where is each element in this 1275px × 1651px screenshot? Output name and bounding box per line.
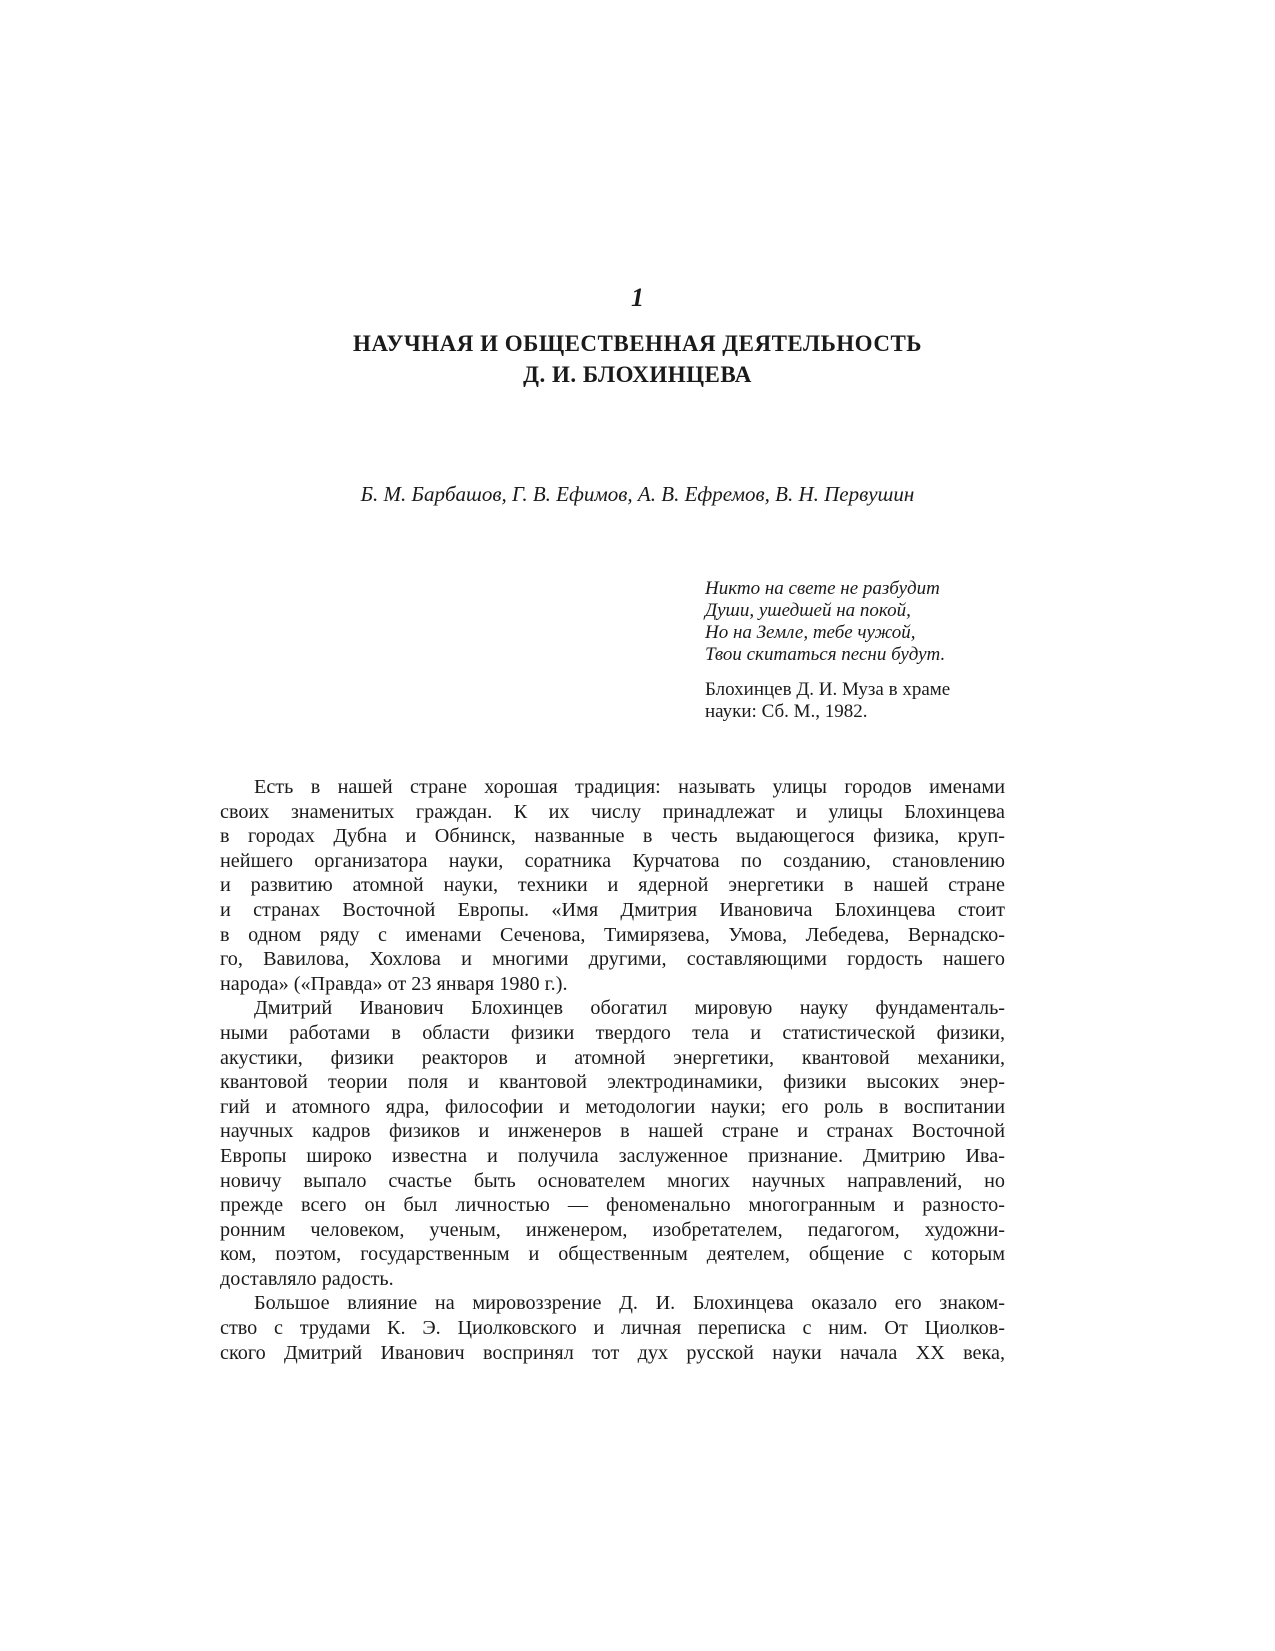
- epigraph-verse: [705, 578, 1025, 666]
- text-line: научных кадров физиков и инженеров в нашей стране и странах Восточной: [220, 1120, 1005, 1143]
- source-line: науки: Сб. М., 1982.: [705, 701, 868, 722]
- text-line: доставляло радость.: [220, 1267, 394, 1290]
- text-line: и развитию атомной науки, техники и ядерной энергетики в нашей стране: [220, 874, 1005, 897]
- text-line: го, Вавилова, Хохлова и многими другими, составляющими гордость нашего: [220, 948, 1005, 971]
- text-line: в одном ряду с именами Сеченова, Тимирязева, Умова, Лебедева, Вернадско-: [220, 923, 1005, 946]
- epigraph: [705, 578, 1025, 723]
- text-line: ского Дмитрий Иванович воспринял тот дух русской науки начала XX века,: [220, 1341, 1005, 1364]
- text-line: Европы широко известна и получила заслуженное признание. Дмитрию Ива-: [220, 1144, 1005, 1167]
- text-line: и странах Восточной Европы. «Имя Дмитрия Ивановича Блохинцева стоит: [220, 898, 1005, 921]
- verse-line: Никто на свете не разбудит: [705, 578, 940, 599]
- text-line: в городах Дубна и Обнинск, названные в честь выдающегося физика, круп-: [220, 825, 1005, 848]
- text-line: акустики, физики реакторов и атомной энергетики, квантовой механики,: [220, 1046, 1005, 1069]
- text-line: ком, поэтом, государственным и общественным деятелем, общение с которым: [220, 1243, 1005, 1266]
- chapter-title: [0, 328, 1275, 390]
- text-line: ными работами в области физики твердого тела и статистической физики,: [220, 1021, 1005, 1044]
- body-text: [220, 775, 1005, 1365]
- text-line: квантовой теории поля и квантовой электродинамики, физики высоких энер-: [220, 1071, 1005, 1094]
- text-line: Дмитрий Иванович Блохинцев обогатил мировую науку фундаменталь-: [254, 997, 1005, 1020]
- chapter-number: 1: [631, 283, 644, 312]
- verse-line: Души, ушедшей на покой,: [705, 600, 911, 621]
- chapter-title-line: НАУЧНАЯ И ОБЩЕСТВЕННАЯ ДЕЯТЕЛЬНОСТЬ: [352, 331, 923, 356]
- text-line: Большое влияние на мировоззрение Д. И. Блохинцева оказало его знаком-: [254, 1292, 1005, 1315]
- text-line: своих знаменитых граждан. К их числу принадлежат и улицы Блохинцева: [220, 800, 1005, 823]
- authors-line: Б. М. Барбашов, Г. В. Ефимов, А. В. Ефремов, В. Н. Первушин: [360, 482, 915, 506]
- verse-line: Твои скитаться песни будут.: [705, 644, 946, 665]
- text-line: новичу выпало счастье быть основателем многих научных направлений, но: [220, 1169, 1005, 1192]
- text-line: ронним человеком, ученым, инженером, изобретателем, педагогом, художни-: [220, 1218, 1005, 1241]
- text-line: нейшего организатора науки, соратника Курчатова по созданию, становлению: [220, 849, 1005, 872]
- verse-line: Но на Земле, тебе чужой,: [705, 622, 916, 643]
- text-line: народа» («Правда» от 23 января 1980 г.).: [220, 972, 568, 995]
- chapter-title-line: Д. И. БЛОХИНЦЕВА: [523, 362, 752, 387]
- source-line: Блохинцев Д. И. Муза в храме: [705, 679, 951, 700]
- epigraph-source: [705, 679, 1025, 723]
- text-line: ство с трудами К. Э. Циолковского и личная переписка с ним. От Циолков-: [220, 1317, 1005, 1340]
- text-line: Есть в нашей стране хорошая традиция: называть улицы городов именами: [254, 776, 1005, 798]
- text-line: прежде всего он был личностью — феноменально многогранным и разносто-: [220, 1194, 1005, 1217]
- text-line: гий и атомного ядра, философии и методологии науки; его роль в воспитании: [220, 1095, 1005, 1118]
